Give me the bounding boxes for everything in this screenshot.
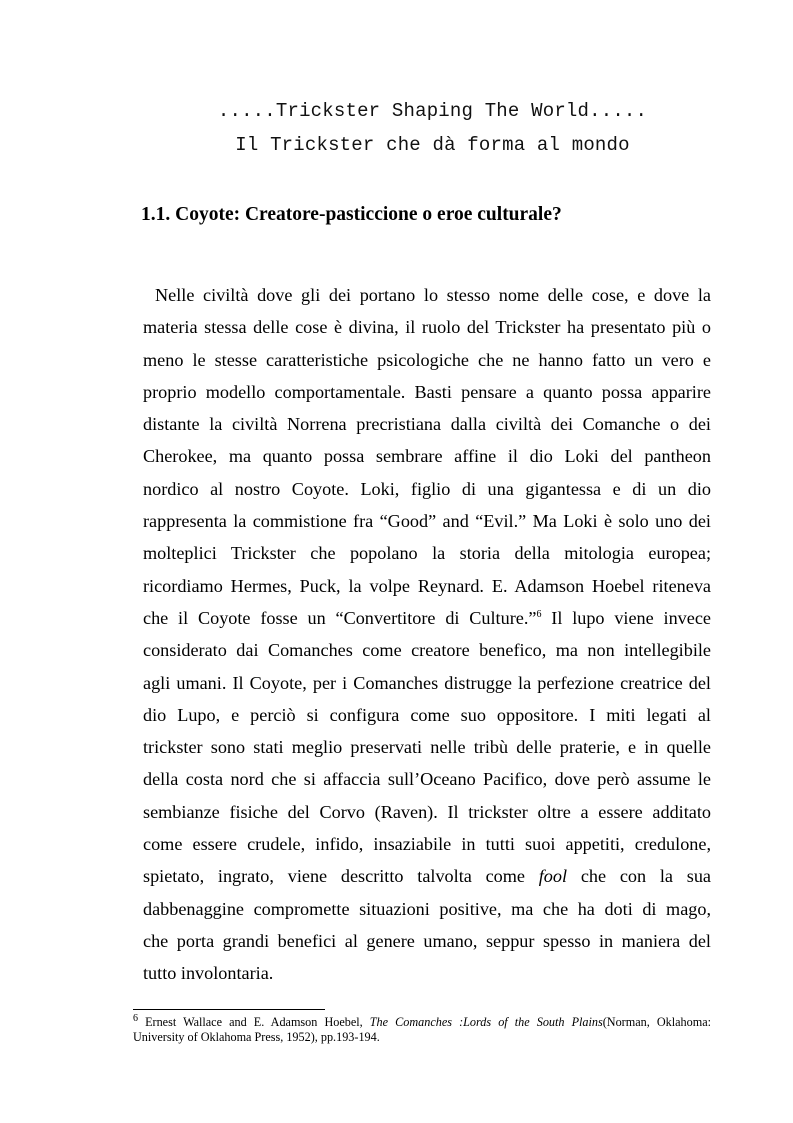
emphasis-fool: fool	[538, 866, 568, 887]
footnote	[133, 1012, 711, 1045]
footnote-book-title: The Comanches :Lords of the South Plains	[369, 1015, 603, 1029]
paragraph-line: ricordiamo Hermes, Puck, la volpe Reynard. E. Adamson Hoebel riteneva	[143, 575, 711, 596]
footnote-text: Ernest Wallace and E. Adamson Hoebel,	[138, 1015, 370, 1029]
footnote-line	[133, 1012, 711, 1030]
paragraph-line	[143, 602, 711, 634]
paragraph-line: distante la civiltà Norrena precristiana dalla civiltà dei Comanche o dei	[143, 414, 711, 435]
paragraph-line: nordico al nostro Coyote. Loki, figlio di una gigantessa e di un dio	[143, 478, 711, 499]
paragraph-line: meno le stesse caratteristiche psicologiche che ne hanno fatto un vero e	[143, 349, 711, 370]
paragraph-line: sembianze fisiche del Corvo (Raven). Il trickster oltre a essere additato	[143, 801, 711, 822]
footnote-separator	[133, 1009, 325, 1010]
paragraph-line: Nelle civiltà dove gli dei portano lo stesso nome delle cose, e dove la	[155, 285, 711, 305]
paragraph-line: rappresenta la commistione fra “Good” and “Evil.” Ma Loki è solo uno dei	[143, 511, 711, 532]
line-text: Il lupo viene invece	[541, 607, 711, 628]
paragraph-line: tutto involontaria.	[143, 963, 274, 984]
paragraph-line: dio Lupo, e perciò si configura come suo oppositore. I miti legati al	[143, 704, 711, 725]
paragraph-line: Cherokee, ma quanto possa sembrare affine il dio Loki del pantheon	[143, 446, 711, 467]
line-text: che il Coyote fosse un “Convertitore di Culture.”	[143, 607, 537, 628]
paragraph-line: che porta grandi benefici al genere umano, seppur spesso in maniera del	[143, 930, 711, 951]
italian-title: Il Trickster che dà forma al mondo	[235, 134, 630, 156]
footnote-line: University of Oklahoma Press, 1952), pp.193-194.	[133, 1030, 380, 1044]
footnote-text: (Norman, Oklahoma:	[602, 1015, 711, 1029]
paragraph-line: proprio modello comportamentale. Basti pensare a quanto possa apparire	[143, 381, 711, 402]
paragraph-line: considerato dai Comanches come creatore benefico, ma non intellegibile	[143, 640, 711, 661]
paragraph-line: della costa nord che si affaccia sull’Oceano Pacifico, dove però assume le	[143, 769, 711, 790]
section-heading: 1.1. Coyote: Creatore-pasticcione o eroe culturale?	[141, 204, 562, 225]
paragraph-line: come essere crudele, infido, insaziabile in tutti suoi appetiti, credulone,	[143, 834, 711, 855]
paragraph-line: trickster sono stati meglio preservati nelle tribù delle praterie, e in quelle	[143, 737, 711, 758]
footnote-number: 6	[133, 1012, 138, 1024]
paragraph-line: agli umani. Il Coyote, per i Comanches distrugge la perfezione creatrice del	[143, 672, 711, 693]
english-title: .....Trickster Shaping The World.....	[217, 100, 648, 122]
footnote-reference[interactable]: 6	[536, 608, 542, 620]
paragraph-line: dabbenaggine compromette situazioni positive, ma che ha doti di mago,	[143, 898, 711, 919]
paragraph-line: molteplici Trickster che popolano la storia della mitologia europea;	[143, 543, 711, 564]
paragraph-line: materia stessa delle cose è divina, il ruolo del Trickster ha presentato più o	[143, 317, 711, 338]
line-text: che con la sua	[567, 866, 711, 887]
line-text: spietato, ingrato, viene descritto talvolta come	[143, 866, 539, 887]
body-paragraph	[143, 279, 711, 990]
paragraph-line	[143, 860, 711, 892]
